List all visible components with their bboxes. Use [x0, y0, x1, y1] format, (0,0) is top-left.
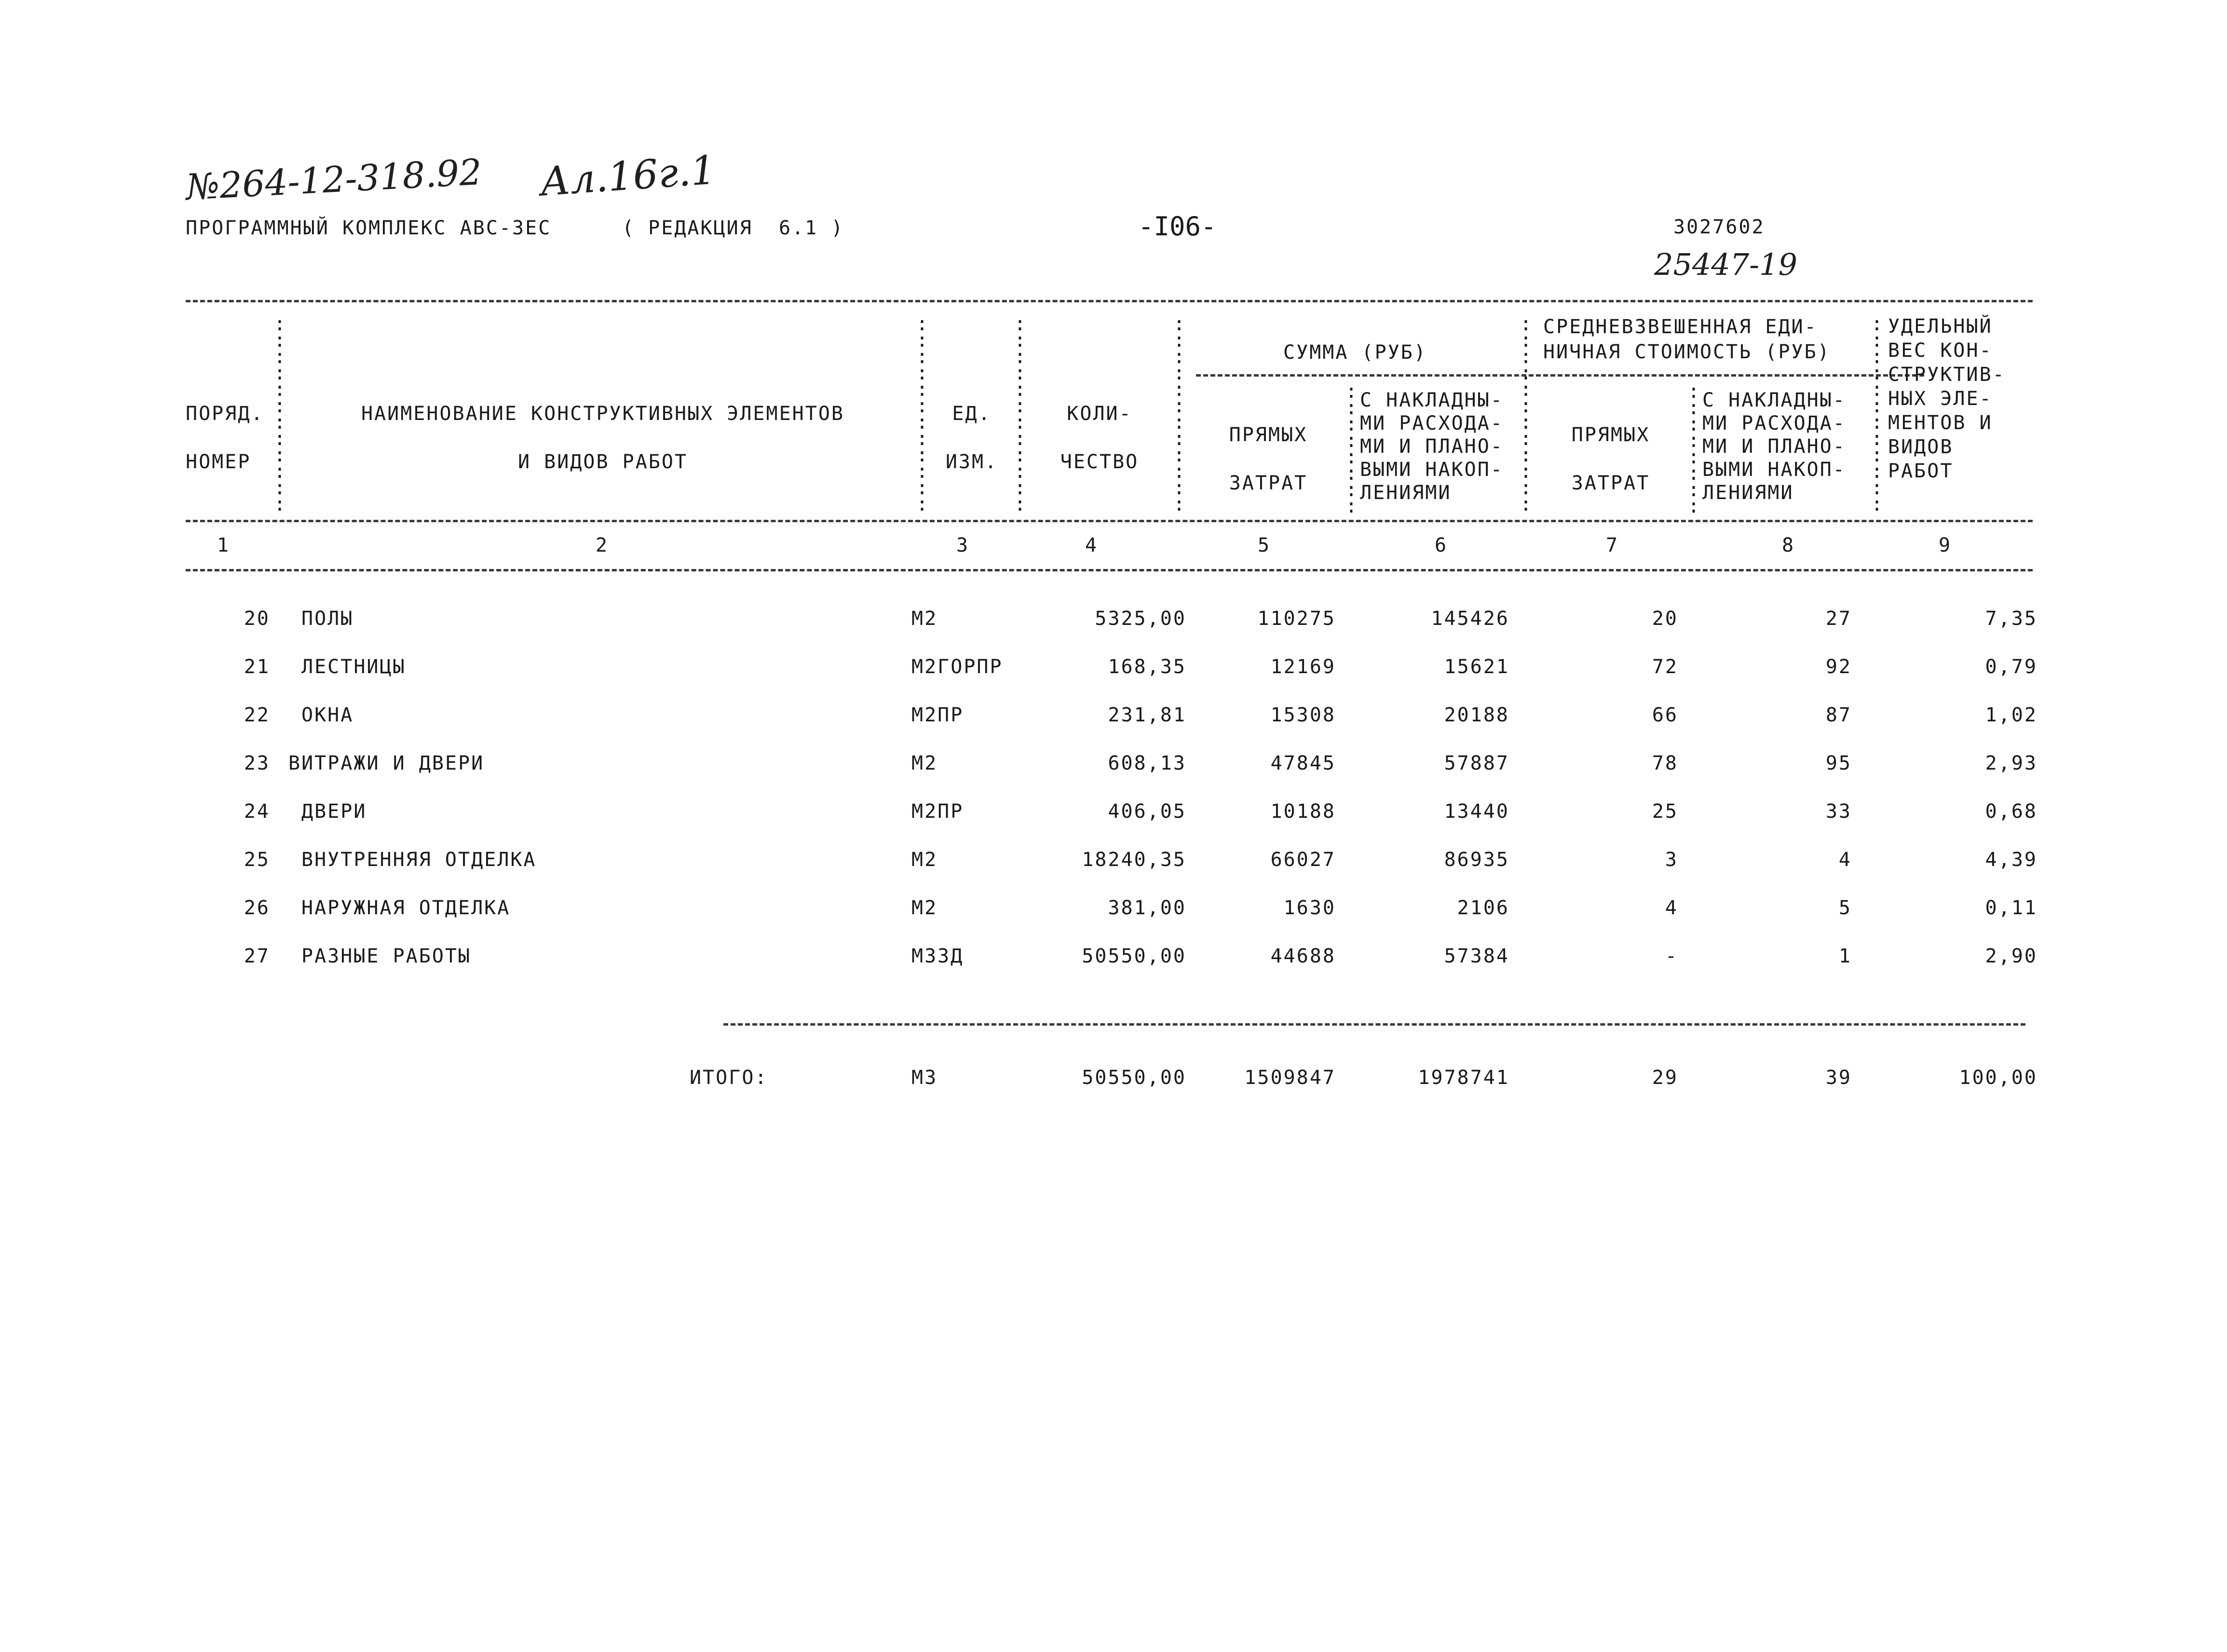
- column-number: 8: [1782, 534, 1795, 556]
- row-overhead: 57384: [1444, 945, 1509, 967]
- row-share: 0,68: [1985, 800, 2037, 823]
- row-overhead: 2106: [1457, 897, 1509, 919]
- row-avg-overhead: 95: [1825, 752, 1852, 774]
- row-share: 7,35: [1985, 608, 2037, 630]
- row-unit: М2ПР: [911, 704, 964, 726]
- header-order-number-line2: НОМЕР: [186, 451, 251, 473]
- row-avg-overhead: 87: [1825, 704, 1852, 726]
- total-label: ИТОГО:: [690, 1067, 768, 1089]
- header-avg-overhead-line2: МИ РАСХОДА-: [1702, 412, 1846, 434]
- header-order-number-line1: ПОРЯД.: [186, 403, 264, 425]
- row-overhead: 15621: [1444, 656, 1509, 678]
- row-avg-overhead: 33: [1825, 800, 1852, 823]
- row-avg-direct: -: [1665, 945, 1678, 967]
- header-bottom-rule: [186, 520, 2033, 522]
- header-quantity-line2: ЧЕСТВО: [1060, 451, 1139, 473]
- header-unit-line1: ЕД.: [952, 403, 991, 425]
- header-separator-2: : : : : : : : : : : : :: [916, 313, 928, 515]
- program-title: ПРОГРАММНЫЙ КОМПЛЕКС АВС-ЗЕС: [186, 217, 552, 239]
- row-element-name: ДВЕРИ: [301, 800, 367, 823]
- header-with-overhead-line1: С НАКЛАДНЫ-: [1360, 389, 1504, 411]
- header-separator-4: : : : : : : : : : : : :: [1173, 313, 1185, 515]
- total-unit: М3: [911, 1067, 938, 1089]
- row-share: 2,90: [1985, 945, 2037, 967]
- header-element-name-line1: НАИМЕНОВАНИЕ КОНСТРУКТИВНЫХ ЭЛЕМЕНТОВ: [361, 403, 845, 425]
- total-overhead: 1978741: [1418, 1067, 1509, 1089]
- header-avg-overhead-line3: МИ И ПЛАНО-: [1702, 435, 1846, 458]
- row-avg-overhead: 1: [1838, 945, 1852, 967]
- header-order-number: [186, 390, 264, 486]
- row-unit: М3ЗД: [911, 945, 964, 967]
- header-quantity: [1027, 390, 1172, 486]
- header-share-line6: ВИДОВ: [1888, 436, 1954, 458]
- row-avg-direct: 66: [1652, 704, 1678, 726]
- header-with-overhead: [1360, 389, 1504, 504]
- header-unit: [931, 390, 1013, 486]
- row-direct: 1630: [1283, 897, 1336, 919]
- row-avg-overhead: 92: [1825, 656, 1852, 678]
- row-quantity: 18240,35: [1082, 849, 1186, 871]
- header-with-overhead-line5: ЛЕНИЯМИ: [1360, 482, 1452, 504]
- column-number: 4: [1085, 534, 1099, 556]
- header-avg-overhead-line5: ЛЕНИЯМИ: [1702, 482, 1794, 504]
- header-separator-1: : : : : : : : : : : : :: [274, 313, 286, 515]
- row-unit: М2: [911, 849, 938, 871]
- row-element-name: ПОЛЫ: [301, 608, 354, 630]
- row-unit: М2ПР: [911, 800, 964, 823]
- total-separator-rule: [723, 1023, 2025, 1026]
- header-share: [1888, 314, 2006, 483]
- header-avg-direct: [1534, 411, 1688, 507]
- row-avg-direct: 20: [1652, 608, 1678, 630]
- header-share-line2: ВЕС КОН-: [1888, 339, 1993, 362]
- header-with-overhead-line3: МИ И ПЛАНО-: [1360, 435, 1504, 458]
- header-avg-group-line1: СРЕДНЕВЗВЕШЕННАЯ ЕДИ-: [1543, 316, 1818, 338]
- row-element-name: РАЗНЫЕ РАБОТЫ: [301, 945, 472, 967]
- table-top-rule: [186, 300, 2033, 302]
- column-number: 5: [1258, 534, 1271, 556]
- header-sum-group: СУММА (РУБ): [1283, 341, 1427, 364]
- row-number: 23: [244, 752, 270, 774]
- row-overhead: 20188: [1444, 704, 1509, 726]
- header-separator-6: : : : : : : : : : : : :: [1520, 313, 1532, 515]
- row-avg-direct: 78: [1652, 752, 1678, 774]
- column-number: 6: [1435, 534, 1448, 556]
- row-direct: 15308: [1270, 704, 1336, 726]
- header-avg-overhead: [1702, 389, 1846, 504]
- row-direct: 110275: [1257, 608, 1336, 630]
- sum-group-rule: [1196, 374, 1924, 377]
- header-avg-direct-line1: ПРЯМЫХ: [1571, 424, 1650, 446]
- page-number: -I06-: [1138, 211, 1217, 242]
- total-avg-direct: 29: [1652, 1067, 1678, 1089]
- row-share: 0,11: [1985, 897, 2037, 919]
- edition-label: ( РЕДАКЦИЯ 6.1 ): [622, 217, 844, 239]
- row-number: 24: [244, 800, 270, 823]
- total-avg-overhead: 39: [1825, 1067, 1852, 1089]
- row-direct: 12169: [1270, 656, 1336, 678]
- header-direct-costs: [1191, 411, 1345, 507]
- row-overhead: 86935: [1444, 849, 1509, 871]
- total-quantity: 50550,00: [1082, 1067, 1186, 1089]
- handwritten-sheet-ref: Ал.16г.1: [539, 147, 718, 205]
- header-separator-7: : : : : : : : :: [1688, 380, 1700, 517]
- row-direct: 44688: [1270, 945, 1336, 967]
- row-avg-direct: 3: [1665, 849, 1678, 871]
- row-avg-direct: 25: [1652, 800, 1678, 823]
- row-number: 25: [244, 849, 270, 871]
- column-numbers-rule: [186, 569, 2033, 571]
- row-share: 1,02: [1985, 704, 2037, 726]
- handwritten-doc-number: №264-12-318.92: [185, 151, 483, 209]
- row-avg-direct: 72: [1652, 656, 1678, 678]
- header-avg-direct-line2: ЗАТРАТ: [1571, 472, 1650, 494]
- row-share: 4,39: [1985, 849, 2037, 871]
- total-share: 100,00: [1959, 1067, 2037, 1089]
- row-quantity: 50550,00: [1082, 945, 1186, 967]
- row-element-name: ЛЕСТНИЦЫ: [301, 656, 406, 678]
- column-number: 3: [956, 534, 970, 556]
- header-avg-group-line2: НИЧНАЯ СТОИМОСТЬ (РУБ): [1543, 341, 1831, 363]
- header-share-line5: МЕНТОВ И: [1888, 412, 1993, 434]
- row-overhead: 57887: [1444, 752, 1509, 774]
- column-number: 7: [1606, 534, 1619, 556]
- row-direct: 47845: [1270, 752, 1336, 774]
- header-element-name: [294, 390, 911, 486]
- row-overhead: 145426: [1431, 608, 1509, 630]
- column-number: 1: [217, 534, 231, 556]
- row-number: 27: [244, 945, 270, 967]
- header-with-overhead-line4: ВЫМИ НАКОП-: [1360, 459, 1504, 481]
- row-number: 21: [244, 656, 270, 678]
- header-separator-8: : : : : : : : : : : : :: [1871, 313, 1883, 515]
- row-element-name: ВИТРАЖИ И ДВЕРИ: [288, 752, 485, 774]
- header-with-overhead-line2: МИ РАСХОДА-: [1360, 412, 1504, 434]
- row-direct: 10188: [1270, 800, 1336, 823]
- column-number: 2: [596, 534, 609, 556]
- header-share-line4: НЫХ ЭЛЕ-: [1888, 388, 1993, 410]
- header-share-line3: СТРУКТИВ-: [1888, 364, 2006, 386]
- header-unit-line2: ИЗМ.: [945, 451, 998, 473]
- header-avg-overhead-line1: С НАКЛАДНЫ-: [1702, 389, 1846, 411]
- row-element-name: ВНУТРЕННЯЯ ОТДЕЛКА: [301, 849, 537, 871]
- row-element-name: ОКНА: [301, 704, 354, 726]
- row-quantity: 168,35: [1108, 656, 1186, 678]
- header-share-line1: УДЕЛЬНЫЙ: [1888, 315, 1993, 338]
- row-share: 0,79: [1985, 656, 2037, 678]
- column-number: 9: [1939, 534, 1952, 556]
- header-direct-costs-line1: ПРЯМЫХ: [1229, 424, 1308, 446]
- header-share-line7: РАБОТ: [1888, 460, 1954, 482]
- row-element-name: НАРУЖНАЯ ОТДЕЛКА: [301, 897, 511, 919]
- row-unit: М2: [911, 752, 938, 774]
- row-number: 26: [244, 897, 270, 919]
- row-avg-overhead: 27: [1825, 608, 1852, 630]
- document-code: 3027602: [1673, 216, 1765, 238]
- header-avg-overhead-line4: ВЫМИ НАКОП-: [1702, 459, 1846, 481]
- header-separator-3: : : : : : : : : : : : :: [1014, 313, 1026, 515]
- header-separator-5: : : : : : : : :: [1345, 380, 1358, 517]
- row-avg-direct: 4: [1665, 897, 1678, 919]
- header-avg-group: [1543, 314, 1831, 365]
- header-direct-costs-line2: ЗАТРАТ: [1229, 472, 1308, 494]
- row-quantity: 608,13: [1108, 752, 1186, 774]
- row-quantity: 406,05: [1108, 800, 1186, 823]
- row-quantity: 231,81: [1108, 704, 1186, 726]
- row-quantity: 5325,00: [1095, 608, 1186, 630]
- row-overhead: 13440: [1444, 800, 1509, 823]
- row-quantity: 381,00: [1108, 897, 1186, 919]
- row-number: 20: [244, 608, 270, 630]
- row-direct: 66027: [1270, 849, 1336, 871]
- row-unit: М2ГОРПР: [911, 656, 1003, 678]
- row-unit: М2: [911, 897, 938, 919]
- header-quantity-line1: КОЛИ-: [1067, 403, 1132, 425]
- header-element-name-line2: И ВИДОВ РАБОТ: [517, 451, 688, 473]
- row-number: 22: [244, 704, 270, 726]
- row-share: 2,93: [1985, 752, 2037, 774]
- handwritten-code: 25447-19: [1654, 247, 1798, 282]
- row-avg-overhead: 5: [1838, 897, 1852, 919]
- total-direct: 1509847: [1244, 1067, 1336, 1089]
- row-unit: М2: [911, 608, 938, 630]
- row-avg-overhead: 4: [1838, 849, 1852, 871]
